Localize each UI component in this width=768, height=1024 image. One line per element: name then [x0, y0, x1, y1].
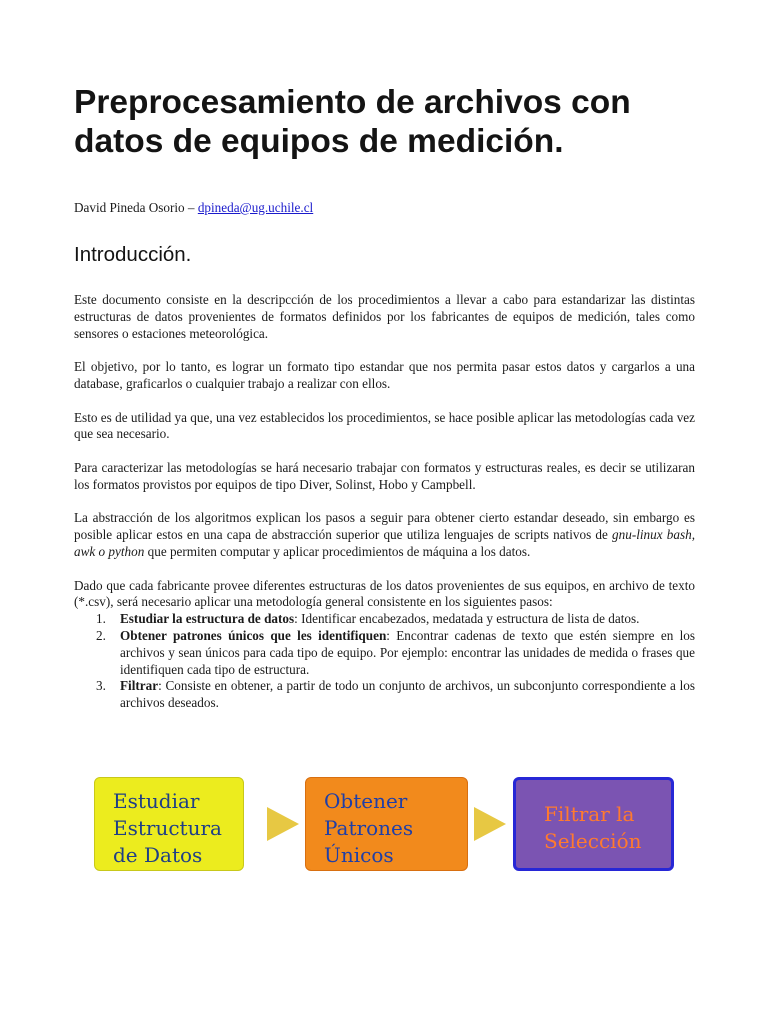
list-item-number: 2.: [96, 627, 106, 643]
list-item-number: 3.: [96, 678, 106, 694]
flow-box-line: Patrones: [324, 816, 414, 840]
flow-arrow-right-icon: [267, 807, 299, 841]
author-email-link[interactable]: dpineda@ug.uchile.cl: [197, 200, 314, 215]
flow-box-line: Únicos: [324, 843, 394, 867]
abstraction-text-before: La abstracción de los algoritmos explican los pasos a seguir para obtener cierto estandar deseado, sin embargo es posible aplicar estos en una capa de abstracción superior que utiliza lenguajes de scripts nativos de: [74, 510, 695, 543]
document-body: [74, 292, 695, 712]
list-item: [74, 628, 695, 678]
flow-box-filtrar: [513, 777, 674, 871]
list-item-text: : Encontrar cadenas de texto que estén siempre en los archivos y sean únicos para cada tipo de equipo. Por ejemplo: encontrar las unidades de medida o frases que identifiquen cada tipo de estructura.: [120, 627, 695, 677]
flow-box-estudiar: [94, 777, 244, 871]
steps-list: [74, 611, 695, 712]
list-item-bold: Obtener patrones únicos que les identifiquen: [120, 627, 387, 643]
list-item-bold: Estudiar la estructura de datos: [120, 611, 295, 627]
abstraction-text-italic: gnu-linux bash, awk o python: [74, 527, 695, 559]
paragraph-abstraction: [74, 510, 695, 560]
document-title: Preprocesamiento de archivos con datos de equipos de medición.: [74, 84, 631, 160]
paragraph: Este documento consiste en la descripcción de los procedimientos a llevar a cabo para estandarizar las distintas estructuras de datos provenientes de formatos definidos por los fabricantes de equipos de medición, tales como sensores o estaciones meteorológica.: [74, 292, 695, 341]
list-intro-paragraph: Dado que cada fabricante provee diferentes estructuras de los datos provenientes de sus equipos, en archivo de texto (*.csv), será necesario aplicar una metodología general consistente en los siguientes pasos:: [74, 577, 695, 610]
list-item-text: : Identificar encabezados, medatada y estructura de lista de datos.: [294, 611, 640, 627]
list-item-number: 1.: [96, 611, 106, 627]
flow-box-line: Obtener: [324, 789, 408, 813]
flow-box-line: Filtrar la: [544, 802, 635, 826]
flow-box-line: de Datos: [113, 843, 203, 867]
flow-box-line: Estudiar: [113, 789, 200, 813]
flow-arrow-right-icon: [474, 807, 506, 841]
flow-box-line: Estructura: [113, 816, 222, 840]
flow-box-obtener: [305, 777, 468, 871]
abstraction-text-after: que permiten computar y aplicar procedimientos de máquina a los datos.: [144, 543, 531, 559]
list-item-bold: Filtrar: [120, 678, 159, 694]
section-heading-introduccion: Introducción.: [74, 243, 192, 266]
list-item: [74, 678, 695, 712]
paragraph: El objetivo, por lo tanto, es lograr un formato tipo estandar que nos permita pasar estos datos y cargarlos a una database, graficarlos o cualquier trabajo a realizar con ellos.: [74, 359, 695, 391]
author-name: David Pineda Osorio –: [74, 200, 195, 215]
paragraph: Esto es de utilidad ya que, una vez establecidos los procedimientos, se hace posible aplicar las metodologías cada vez que sea necesario.: [74, 409, 695, 442]
process-flow-diagram: [94, 775, 674, 875]
author-line: [74, 199, 313, 216]
paragraph: Para caracterizar las metodologías se hará necesario trabajar con formatos y estructuras reales, es decir se utilizaran los formatos provistos por equipos de tipo Diver, Solinst, Hobo y Campbell.: [74, 459, 695, 492]
list-item-text: : Consiste en obtener, a partir de todo un conjunto de archivos, un subconjunto correspondiente a los archivos deseados.: [120, 678, 695, 711]
flow-box-line: Selección: [544, 829, 642, 853]
list-item: [74, 611, 695, 628]
